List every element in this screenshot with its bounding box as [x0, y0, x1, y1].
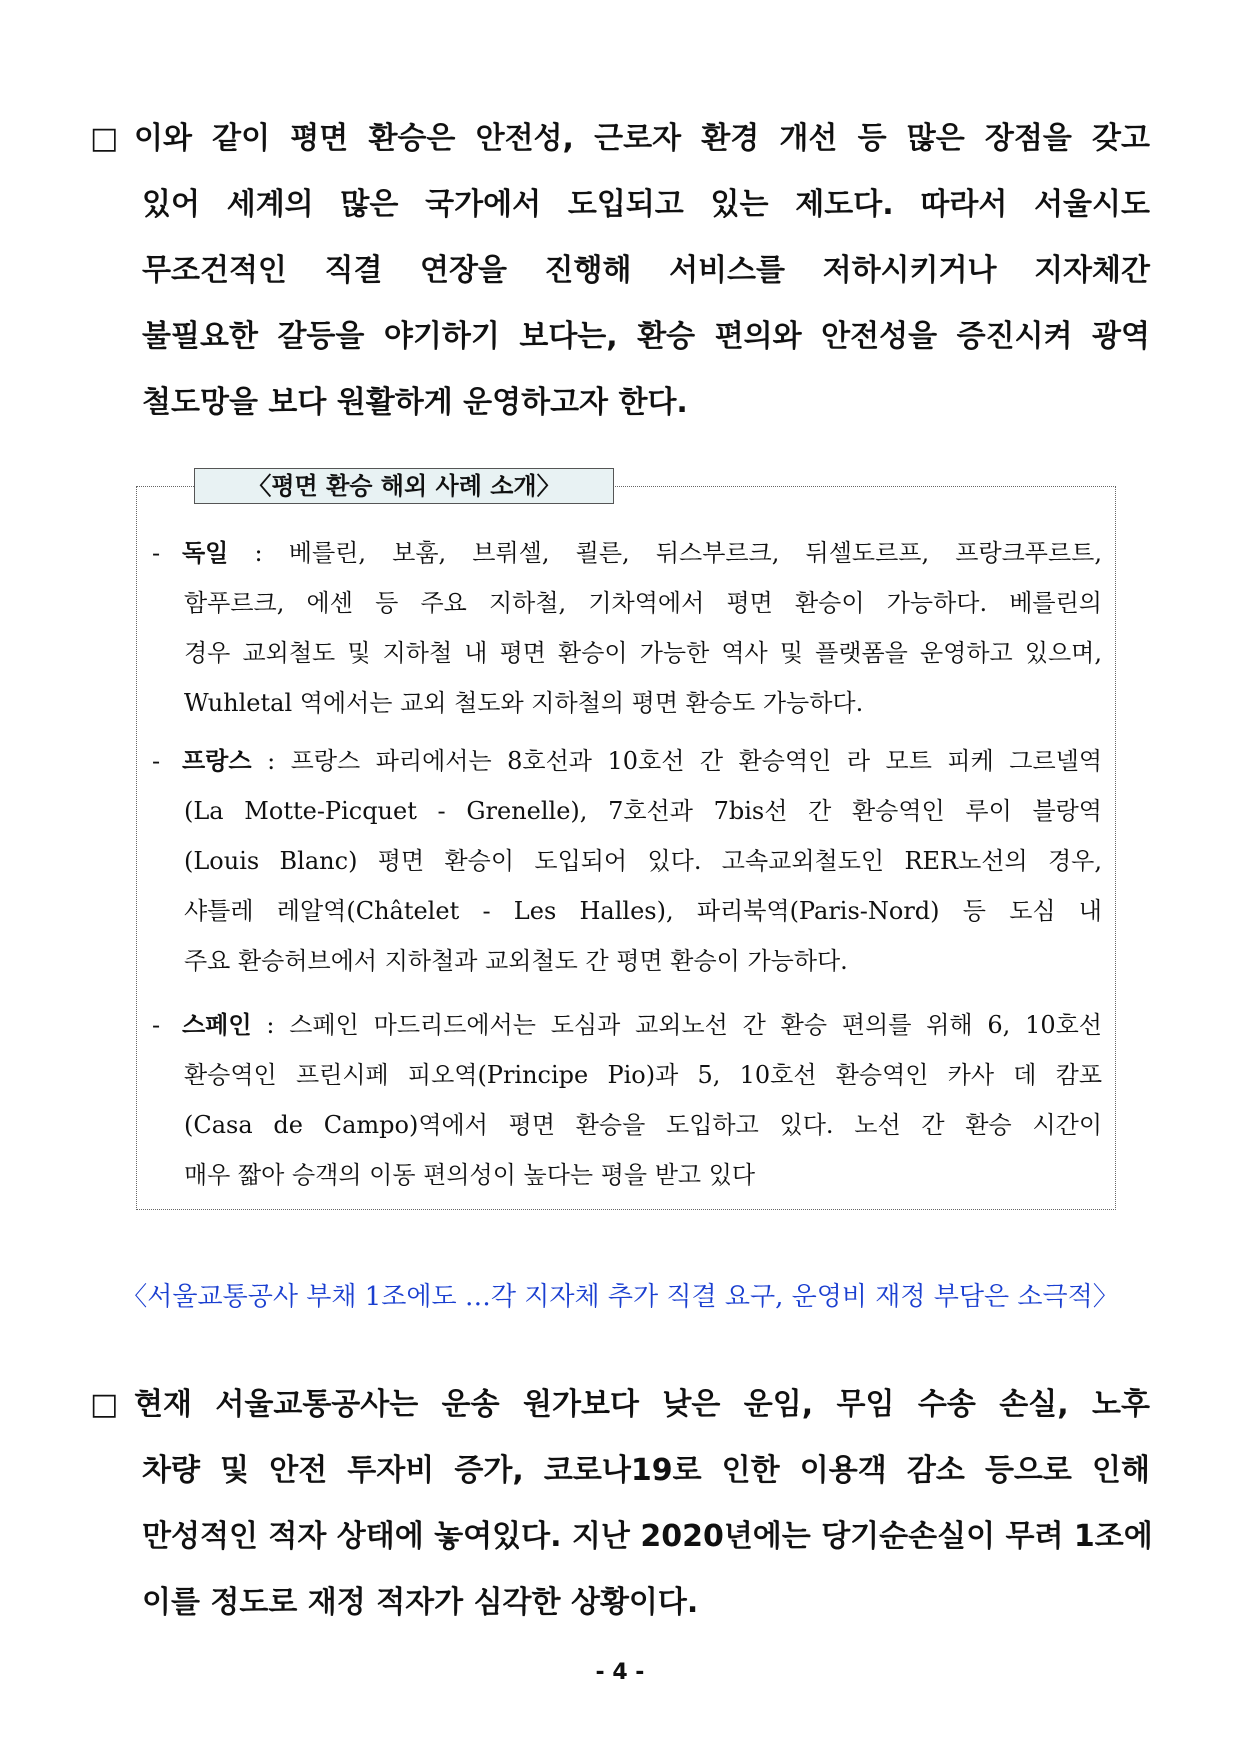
paragraph-deficit	[90, 1372, 1153, 1636]
paragraph-intro	[90, 106, 1150, 436]
case-line: : 스페인 마드리드에서는 도심과 교외노선 간 환승 편의를 위해 6, 10호선	[251, 1011, 1102, 1039]
case-line: : 베를린, 보훔, 브뤼셀, 쾰른, 뒤스부르크, 뒤셀도르프, 프랑크푸르트,	[228, 539, 1102, 567]
case-line: : 프랑스 파리에서는 8호선과 10호선 간 환승역인 라 모트 피케 그르넬역	[251, 747, 1102, 775]
case-france	[152, 736, 1102, 986]
case-line: (Casa de Campo)역에서 평면 환승을 도입하고 있다. 노선 간 환승 시간이	[184, 1111, 1102, 1139]
box-title: 〈평면 환승 해외 사례 소개〉	[194, 468, 614, 504]
paragraph-line: 있어 세계의 많은 국가에서 도입되고 있는 제도다. 따라서 서울시도	[142, 187, 1150, 222]
paragraph-line: 무조건적인 직결 연장을 진행해 서비스를 저하시키거나 지자체간	[142, 253, 1150, 288]
case-spain	[152, 1000, 1102, 1200]
dash-marker: -	[152, 539, 161, 567]
case-country: 스페인	[182, 1011, 252, 1039]
case-line: 환승역인 프린시페 피오역(Principe Pio)과 5, 10호선 환승역인 카사 데 캄포	[184, 1061, 1102, 1089]
case-germany	[152, 528, 1102, 728]
paragraph-line: 차량 및 안전 투자비 증가, 코로나19로 인한 이용객 감소 등으로 인해	[142, 1453, 1150, 1488]
paragraph-line: 불필요한 갈등을 야기하기 보다는, 환승 편의와 안전성을 증진시켜 광역	[142, 319, 1150, 354]
checkbox-bullet: □	[90, 1387, 119, 1422]
case-line: 함푸르크, 에센 등 주요 지하철, 기차역에서 평면 환승이 가능하다. 베를린의	[184, 589, 1102, 617]
paragraph-line: 철도망을 보다 원활하게 운영하고자 한다.	[142, 385, 688, 420]
case-country: 독일	[182, 539, 229, 567]
case-country: 프랑스	[182, 747, 252, 775]
paragraph-line: 이와 같이 평면 환승은 안전성, 근로자 환경 개선 등 많은 장점을 갖고	[134, 121, 1150, 156]
case-line: Wuhletal 역에서는 교외 철도와 지하철의 평면 환승도 가능하다.	[184, 689, 864, 717]
case-line: 매우 짧아 승객의 이동 편의성이 높다는 평을 받고 있다	[184, 1161, 756, 1189]
case-line: 주요 환승허브에서 지하철과 교외철도 간 평면 환승이 가능하다.	[184, 947, 848, 975]
paragraph-line: 현재 서울교통공사는 운송 원가보다 낮은 운임, 무임 수송 손실, 노후	[134, 1387, 1150, 1422]
dash-marker: -	[152, 747, 161, 775]
page-number: - 4 -	[595, 1660, 645, 1685]
case-line: 경우 교외철도 및 지하철 내 평면 환승이 가능한 역사 및 플랫폼을 운영하고 있으며,	[184, 639, 1102, 667]
dash-marker: -	[152, 1011, 161, 1039]
case-line: 샤틀레 레알역(Châtelet - Les Halles), 파리북역(Paris-Nord) 등 도심 내	[184, 897, 1102, 925]
section-subheading: 〈서울교통공사 부채 1조에도 …각 지자체 추가 직결 요구, 운영비 재정 부담은 소극적〉	[121, 1282, 1119, 1312]
case-line: (Louis Blanc) 평면 환승이 도입되어 있다. 고속교외철도인 RER노선의 경우,	[184, 847, 1102, 875]
paragraph-line: 이를 정도로 재정 적자가 심각한 상황이다.	[142, 1585, 699, 1620]
checkbox-bullet: □	[90, 121, 119, 156]
case-line: (La Motte-Picquet - Grenelle), 7호선과 7bis선 간 환승역인 루이 블랑역	[184, 797, 1102, 825]
paragraph-line: 만성적인 적자 상태에 놓여있다. 지난 2020년에는 당기순손실이 무려 1조에	[142, 1519, 1153, 1554]
